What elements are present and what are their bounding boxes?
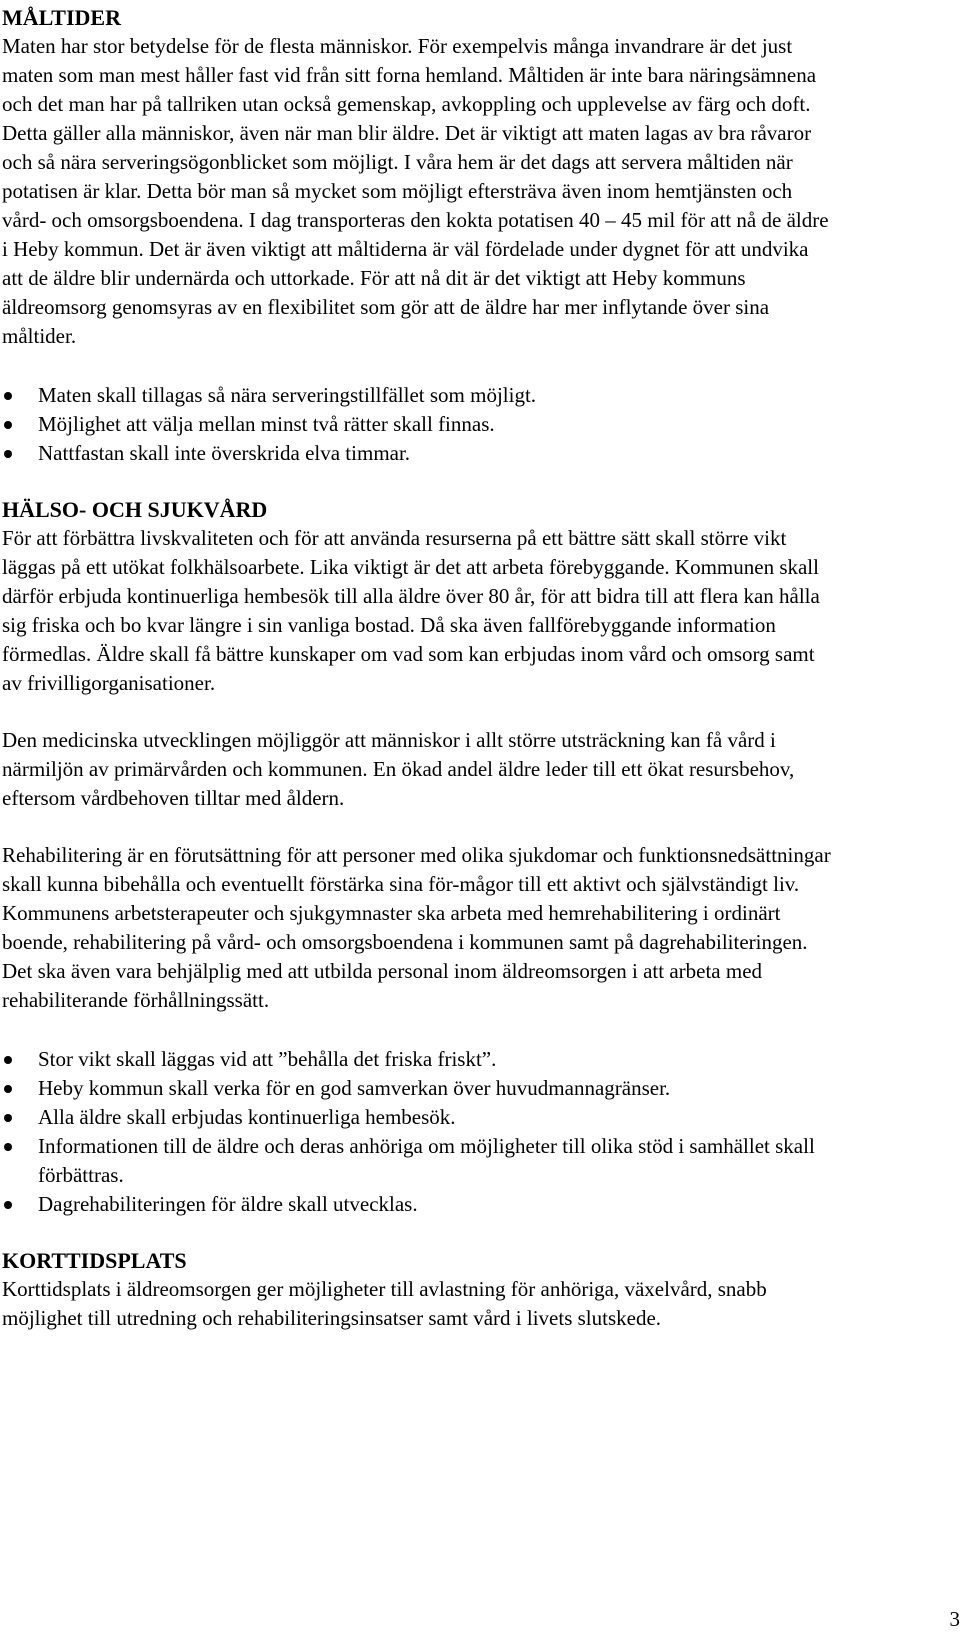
list-item-text: Heby kommun skall verka för en god samverkan över huvudmannagränser. — [38, 1076, 671, 1100]
bullet-icon — [4, 450, 12, 458]
list-item — [2, 1045, 832, 1074]
bullet-icon — [4, 421, 12, 429]
bullet-icon — [4, 1201, 12, 1209]
bullet-icon — [4, 392, 12, 400]
list-item — [2, 1190, 832, 1219]
list-item-text: Nattfastan skall inte överskrida elva timmar. — [38, 441, 411, 465]
list-item — [2, 410, 832, 439]
list-item — [2, 381, 832, 410]
bullet-icon — [4, 1143, 12, 1151]
paragraph-korttidsplats: Korttidsplats i äldreomsorgen ger möjligheter till avlastning för anhöriga, växelvård, snabb möjlighet till utredning och rehabiliteringsinsatser samt vård i livets slutskede. — [2, 1277, 767, 1330]
paragraph-maltider: Maten har stor betydelse för de flesta människor. För exempelvis många invandrare är det just maten som man mest håller fast vid från sitt forna hemland. Måltiden är inte bara näringsämnena och det man har på tallriken utan också gemenskap, avkoppling och upplevelse av färg och doft. Detta gäller alla människor, även när man blir äldre. Det är viktigt att maten lagas av bra råvaror och så nära serveringsögonblicket som möjligt. I våra hem är det dags att servera måltiden när potatisen är klar. Detta bör man så mycket som möjligt eftersträva även inom hemtjänsten och vård- och omsorgsboendena. I dag transporteras den kokta potatisen 40 – 45 mil för att nå de äldre i Heby kommun. Det är även viktigt att måltiderna är väl fördelade under dygnet för att undvika att de äldre blir undernärda och uttorkade. För att nå dit är det viktigt att Heby kommuns äldreomsorg genomsyras av en flexibilitet som gör att de äldre har mer inflytande över sina måltider. — [2, 34, 829, 348]
list-item-text: Informationen till de äldre och deras anhöriga om möjligheter till olika stöd i samhället skall förbättras. — [38, 1134, 815, 1187]
list-item — [2, 1074, 832, 1103]
list-item-text: Stor vikt skall läggas vid att ”behålla det friska friskt”. — [38, 1047, 497, 1071]
bullet-list-halso — [2, 1045, 832, 1219]
document-page — [2, 0, 832, 1333]
list-item-text: Alla äldre skall erbjudas kontinuerliga hembesök. — [38, 1105, 456, 1129]
bullet-icon — [4, 1114, 12, 1122]
section-heading-maltider: MÅLTIDER — [2, 5, 121, 30]
section-heading-halso-och-sjukvard: HÄLSO- OCH SJUKVÅRD — [2, 497, 268, 522]
list-item — [2, 1132, 832, 1190]
page-number: 3 — [949, 1607, 960, 1631]
paragraph-halso-3: Rehabilitering är en förutsättning för att personer med olika sjukdomar och funktionsnedsättningar skall kunna bibehålla och eventuellt förstärka sina för-mågor till ett aktivt och självständigt liv. Kommunens arbetsterapeuter och sjukgymnaster ska arbeta med hemrehabilitering i ordinärt boende, rehabilitering på vård- och omsorgsboendena i kommunen samt på dagrehabiliteringen. Det ska även vara behjälplig med att utbilda personal inom äldreomsorgen i att arbeta med rehabiliterande förhållningssätt. — [2, 843, 831, 1012]
list-item-text: Dagrehabiliteringen för äldre skall utvecklas. — [38, 1192, 418, 1216]
list-item-text: Möjlighet att välja mellan minst två rätter skall finnas. — [38, 412, 495, 436]
bullet-icon — [4, 1085, 12, 1093]
paragraph-halso-2: Den medicinska utvecklingen möjliggör att människor i allt större utsträckning kan få vård i närmiljön av primärvården och kommunen. En ökad andel äldre leder till ett ökat resursbehov, eftersom vårdbehoven tilltar med åldern. — [2, 728, 795, 810]
bullet-list-maltider — [2, 381, 832, 468]
list-item — [2, 1103, 832, 1132]
list-item — [2, 439, 832, 468]
bullet-icon — [4, 1056, 12, 1064]
list-item-text: Maten skall tillagas så nära serveringstillfället som möjligt. — [38, 383, 537, 407]
paragraph-halso-1: För att förbättra livskvaliteten och för att använda resurserna på ett bättre sätt skall större vikt läggas på ett utökat folkhälsoarbete. Lika viktigt är det att arbeta förebyggande. Kommunen skall därför erbjuda kontinuerliga hembesök till alla äldre över 80 år, för att bidra till att flera kan hålla sig friska och bo kvar längre i sin vanliga bostad. Då ska även fallförebyggande information förmedlas. Äldre skall få bättre kunskaper om vad som kan erbjudas inom vård och omsorg samt av frivilligorganisationer. — [2, 526, 820, 695]
section-heading-korttidsplats: KORTTIDSPLATS — [2, 1248, 187, 1273]
